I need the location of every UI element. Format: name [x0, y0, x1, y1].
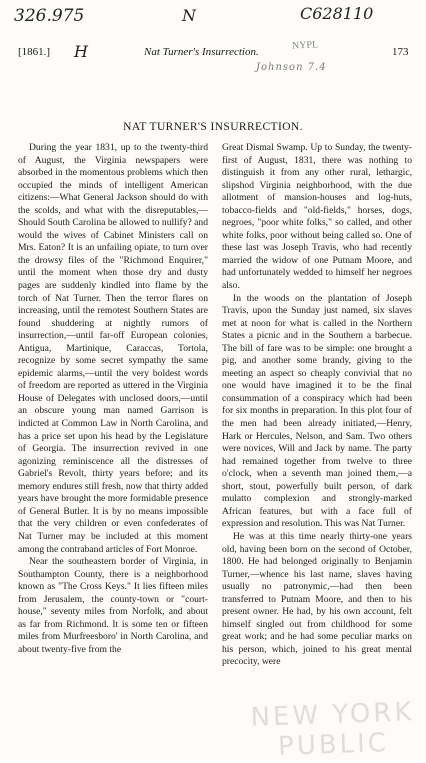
handwritten-accession-number: C628110	[300, 4, 374, 23]
running-title: Nat Turner's Insurrection.	[144, 46, 259, 58]
header-year: [1861.]	[18, 46, 51, 58]
watermark-line: PUBLIC	[277, 728, 390, 762]
handwritten-letter: H	[74, 42, 88, 61]
watermark-line: NEW YORK	[250, 697, 415, 733]
left-column	[18, 142, 208, 656]
handwritten-mark: N	[182, 6, 196, 25]
library-stamp: NYPL	[291, 39, 319, 52]
handwritten-note: Johnson 7.4	[256, 62, 327, 73]
paragraph: During the year 1831, up to the twenty-third of August, the Virginia newspapers were absorbed in the momentous problems which then occupied the minds of intelligent American citizens:—What General Jackson should do with the scolds, and what with the disreputables,—Should South Carolina be allowed to nullify? and would the wives of Cabinet Ministers call on Mrs. Eaton? It is an unfailing opiate, to turn over the drowsy files of the "Richmond Enquirer," until the moment when those dry and dusty pages are suddenly kindled into flame by the torch of Nat Turner. Then the terror flares on increasing, until the remotest Southern States are found shuddering at nightly rumors of insurrection,—until far-off European colonies, Antigua, Martinique, Caraccas, Tortola, recognize by some secret sympathy the same epidemic alarms,—until the very boldest words of freedom are reported as uttered in the Virginia House of Delegates with unclosed doors,—until an obscure young man named Garrison is indicted at Common Law in North Carolina, and has a price set upon his head by the Legislature of Georgia. The insurrection revived in one agonizing reminiscence all the distresses of Gabriel's Revolt, thirty years before; and its memory endures still fresh, now that thirty added years have brought the more formidable presence of General Butler. It is by no means impossible that the very children or even confederates of Nat Turner may be included at this moment among the contraband articles of Fort Monroe.	[18, 142, 208, 555]
paragraph: He was at this time nearly thirty-one years old, having been born on the second of October, 1800. He had belonged originally to Benjamin Turner,—whence his last name, slaves having usually no patronymic,—had then been transferred to Putnam Moore, and then to his present owner. He had, by his own account, felt himself singled out from childhood for some great work; and he had some peculiar marks on his person, which, joined to his great mental precocity, were	[222, 530, 412, 668]
right-column	[222, 142, 412, 669]
paragraph: In the woods on the plantation of Joseph Travis, upon the Sunday just named, six slaves met at noon for what is called in the Northern States a picnic and in the Southern a barbecue. The bill of fare was to be simple: one brought a pig, and another some brandy, giving to the meeting an aspect so cheaply convivial that no one would have imagined it to be the final consummation of a conspiracy which had been for six months in preparation. In this plot four of the men had been already initiated,—Henry, Hark or Hercules, Nelson, and Sam. Two others were novices, Will and Jack by name. The party had remained together from twelve to three o'clock, when a seventh man joined them,—a short, stout, powerfully built person, of dark mulatto complexion and strongly-marked African features, but with a face full of expression and resolution. This was Nat Turner.	[222, 292, 412, 530]
page-number: 173	[392, 46, 409, 58]
handwritten-call-number: 326.975	[14, 6, 85, 26]
paragraph: Great Dismal Swamp. Up to Sunday, the twenty-first of August, 1831, there was nothing to distinguish it from any other rural, lethargic, slipshod Virginia neighborhood, with the due allotment of mansion-houses and log-huts, tobacco-fields and "old-fields," horses, dogs, negroes, "poor white folks," so called, and other white folks, poor without being called so. One of these last was Joseph Travis, who had recently married the widow of one Putnam Moore, and had unfortunately wedded to himself her negroes also.	[222, 142, 412, 292]
library-watermark	[247, 697, 419, 763]
article-title: NAT TURNER'S INSURRECTION.	[123, 121, 303, 133]
paragraph: Near the southeastern border of Virginia, in Southampton County, there is a neighborhood known as "The Cross Keys." It lies fifteen miles from Jerusalem, the county-town or "court-house," seventy miles from Norfolk, and about as far from Richmond. It is some ten or fifteen miles from Murfreesboro' in North Carolina, and about twenty-five from the	[18, 556, 208, 655]
